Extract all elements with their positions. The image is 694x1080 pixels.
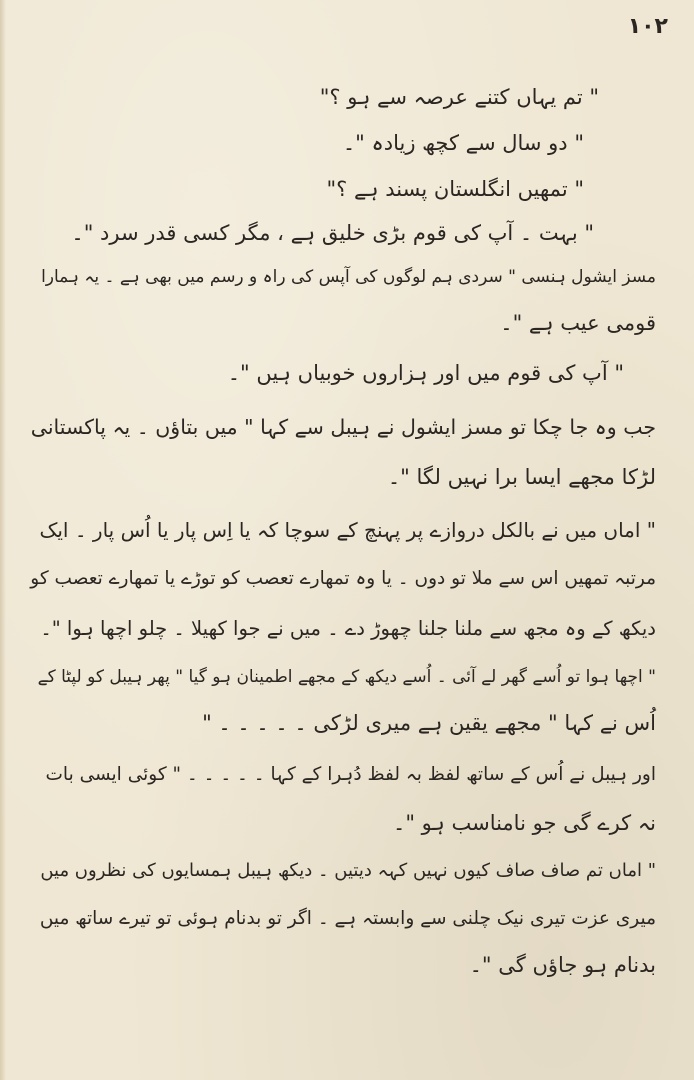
text-line: جب وہ جا چکا تو مسز ایشول نے ہیبل سے کہا " میں بتاؤں ۔ یہ پاکستانی bbox=[30, 415, 656, 439]
text-line: " اماں تم صاف صاف کیوں نہیں کہہ دیتیں ۔ دیکھ ہیبل ہمسایوں کی نظروں میں bbox=[40, 860, 656, 881]
text-line: " دو سال سے کچھ زیادہ "۔ bbox=[342, 131, 584, 155]
text-line: میری عزت تیری نیک چلنی سے وابستہ ہے ۔ اگر تو بدنام ہوئی تو تیرے ساتھ میں bbox=[39, 908, 656, 929]
text-line: نہ کرے گی جو نامناسب ہو "۔ bbox=[393, 811, 656, 835]
text-line: " اماں میں نے بالکل دروازے پر پہنچ کے سوچا کہ یا اِس پار یا اُس پار ۔ ایک bbox=[39, 518, 656, 542]
text-line: مسز ایشول ہنسی " سردی ہم لوگوں کی آپس کی راہ و رسم میں بھی ہے ۔ یہ ہمارا bbox=[41, 267, 656, 287]
text-line: " اچھا ہوا تو اُسے گھر لے آئی ۔ اُسے دیکھ کے مجھے اطمینان ہو گیا " پھر ہیبل کو لپٹا کے bbox=[37, 667, 656, 687]
text-line: " بہت ۔ آپ کی قوم بڑی خلیق ہے ، مگر کسی قدر سرد "۔ bbox=[71, 221, 594, 245]
text-line: اور ہیبل نے اُس کے ساتھ لفظ بہ لفظ دُہرا کے کہا ۔ ۔ ۔ ۔ ۔ " کوئی ایسی بات bbox=[45, 764, 656, 785]
text-line: بدنام ہو جاؤں گی "۔ bbox=[469, 953, 656, 977]
text-line: " تم یہاں کتنے عرصہ سے ہو ؟" bbox=[319, 85, 599, 109]
text-line: لڑکا مجھے ایسا برا نہیں لگا "۔ bbox=[387, 465, 656, 489]
text-line: " آپ کی قوم میں اور ہزاروں خوبیاں ہیں "۔ bbox=[227, 361, 624, 385]
page-number: ۱۰۲ bbox=[627, 14, 668, 39]
text-line: مرتبہ تمھیں اس سے ملا تو دوں ۔ یا وہ تمھارے تعصب کو توڑے یا تمھارے تعصب کو bbox=[30, 568, 656, 589]
text-line: " تمھیں انگلستان پسند ہے ؟" bbox=[326, 177, 584, 201]
text-line: دیکھ کے وہ مجھ سے ملنا جلنا چھوڑ دے ۔ میں نے جوا کھیلا ۔ چلو اچھا ہوا "۔ bbox=[40, 617, 656, 640]
text-line: قومی عیب ہے "۔ bbox=[500, 311, 656, 335]
page-edge bbox=[0, 0, 6, 1080]
text-line: اُس نے کہا " مجھے یقین ہے میری لڑکی ۔ ۔ ۔ ۔ ۔ " bbox=[202, 711, 656, 735]
